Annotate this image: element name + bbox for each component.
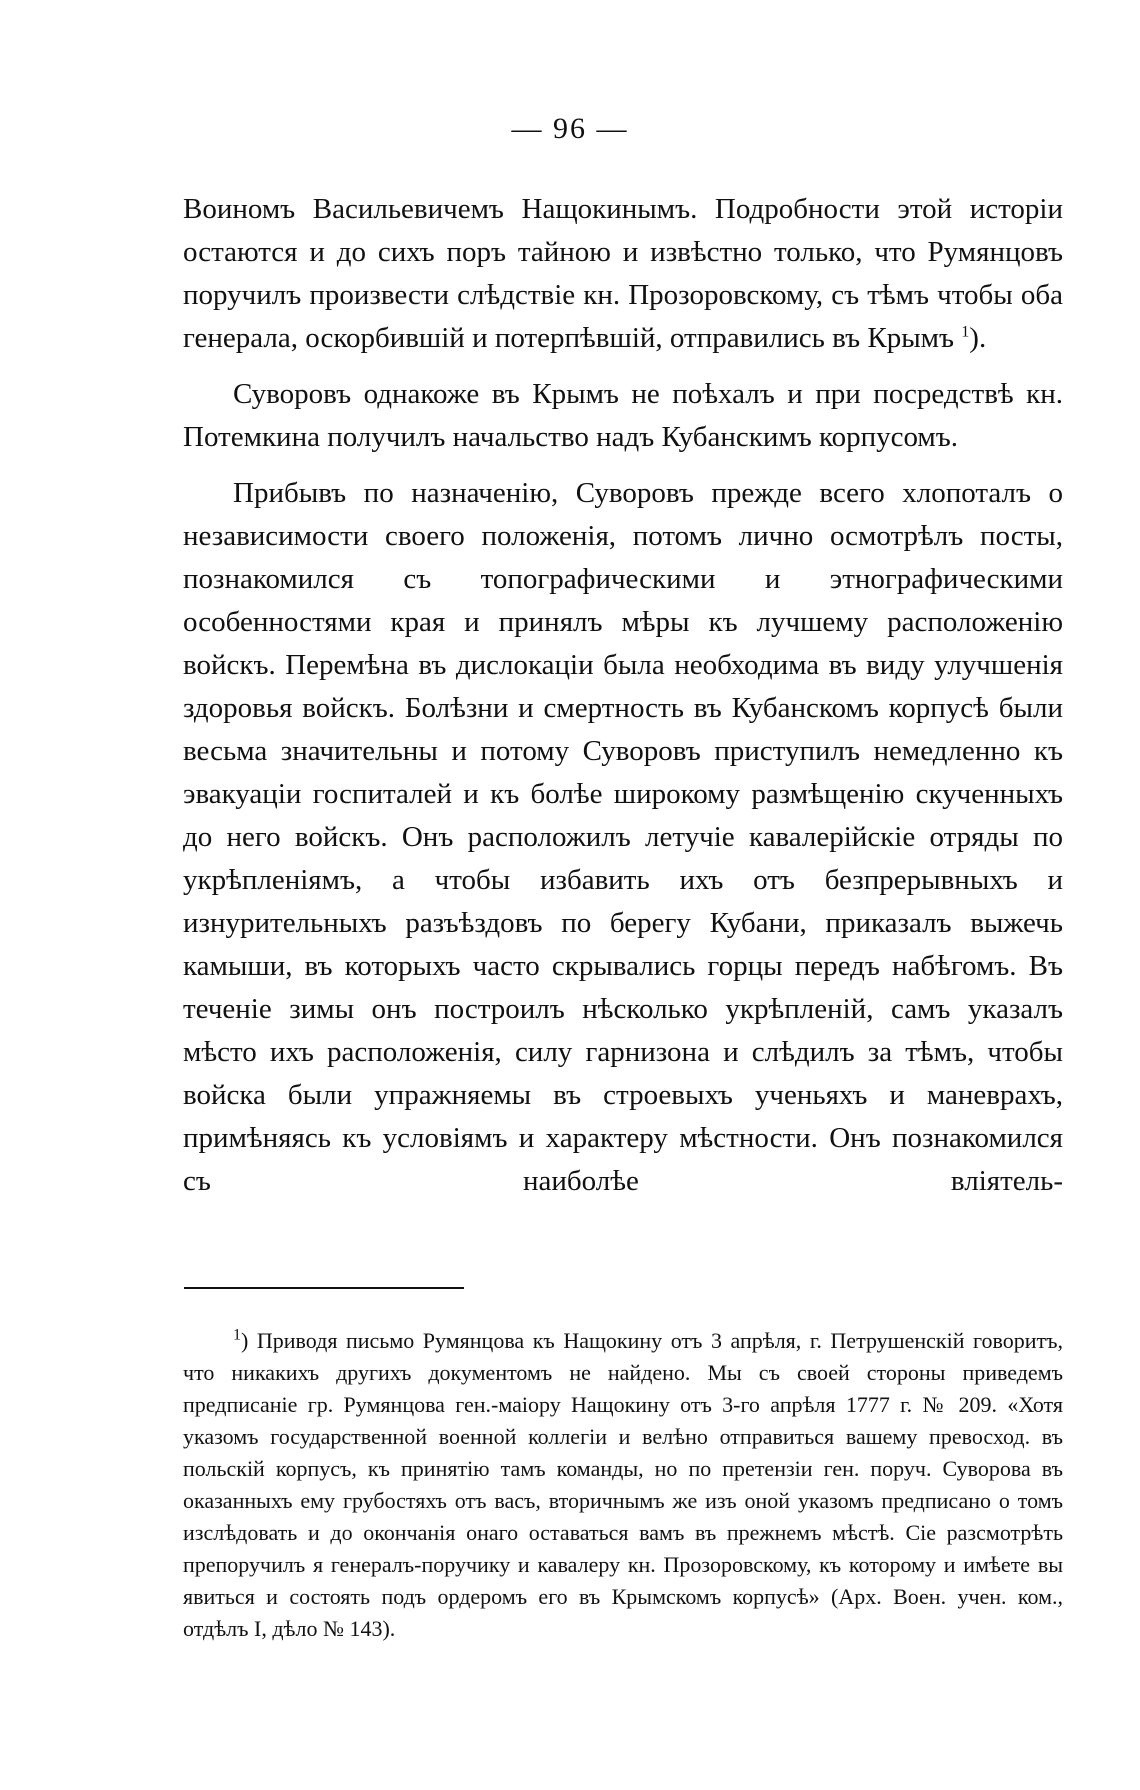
- paragraph-text: Воиномъ Васильевичемъ Нащокинымъ. Подробности этой исторіи остаются и до сихъ поръ тайною и извѣстно только, что Румянцовъ поручилъ произвести слѣдствіе кн. Прозоровскому, съ тѣмъ чтобы оба генерала, оскорбившій и потерпѣвшій, отправились въ Крымъ: [183, 193, 1063, 354]
- footnote-marker: 1: [233, 1326, 241, 1344]
- main-text: [183, 188, 1063, 1216]
- footnote-text: ) Приводя письмо Румянцова къ Нащокину отъ 3 апрѣля, г. Петрушенскій говоритъ, что никакихъ другихъ документомъ не найдено. Мы съ своей стороны приведемъ предписаніе гр. Румянцова ген.-маіору Нащокину отъ 3-го апрѣля 1777 г. № 209. «Хотя указомъ государственной военной коллегіи и велѣно отправиться вашему превосход. въ польскій корпусъ, къ принятію тамъ команды, но по претензіи ген. поруч. Суворова въ оказанныхъ ему грубостяхъ отъ васъ, вторичнымъ же изъ оной указомъ предписано о томъ изслѣдовать и до окончанія онаго оставаться вамъ въ прежнемъ мѣстѣ. Сіе разсмотрѣть препоручилъ я генералъ-поручику и кавалеру кн. Прозоровскому, къ которому и имѣете вы явиться и состоять подъ ордеромъ его въ Крымскомъ корпусѣ» (Арх. Воен. учен. ком., отдѣлъ I, дѣло № 143).: [183, 1328, 1063, 1641]
- footnote-divider: [184, 1287, 464, 1289]
- paragraph-text-end: ).: [969, 322, 987, 354]
- footnote-reference: 1: [961, 323, 970, 341]
- paragraph: [183, 188, 1063, 360]
- paragraph: Суворовъ однакоже въ Крымъ не поѣхалъ и при посредствѣ кн. Потемкина получилъ начальство надъ Кубанскимъ корпусомъ.: [183, 378, 1063, 453]
- footnote: [183, 1325, 1063, 1645]
- paragraph: Прибывъ по назначенію, Суворовъ прежде всего хлопоталъ о независимости своего положенія, потомъ лично осмотрѣлъ посты, познакомился съ топографическими и этнографическими особенностями края и принялъ мѣры къ лучшему расположенію войскъ. Перемѣна въ дислокаціи была необходима въ виду улучшенія здоровья войскъ. Болѣзни и смертность въ Кубанскомъ корпусѣ были весьма значительны и потому Суворовъ приступилъ немедленно къ эвакуаціи госпиталей и къ болѣе широкому размѣщенію скученныхъ до него войскъ. Онъ расположилъ летучіе кавалерійскіе отряды по укрѣпленіямъ, а чтобы избавить ихъ отъ безпрерывныхъ и изнурительныхъ разъѣздовъ по берегу Кубани, приказалъ выжечь камыши, въ которыхъ часто скрывались горцы передъ набѣгомъ. Въ теченіе зимы онъ построилъ нѣсколько укрѣпленій, самъ указалъ мѣсто ихъ расположенія, силу гарнизона и слѣдилъ за тѣмъ, чтобы войска были упражняемы въ строевыхъ ученьяхъ и маневрахъ, примѣняясь къ условіямъ и характеру мѣстности. Онъ познакомился съ наиболѣе вліятель-: [183, 477, 1063, 1197]
- page-number: — 96 —: [511, 112, 629, 145]
